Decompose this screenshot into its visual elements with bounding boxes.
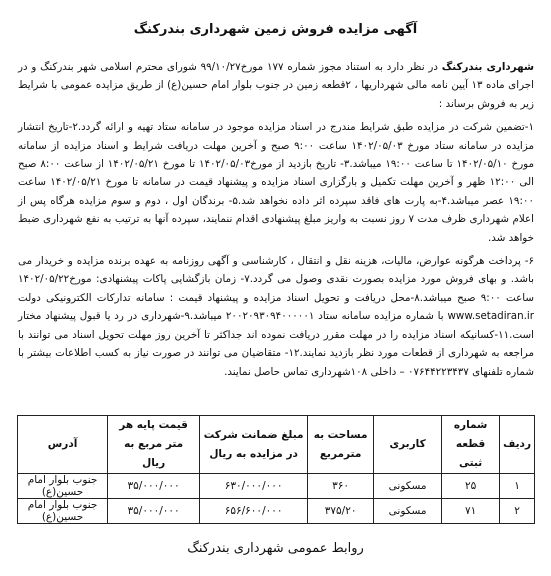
cell-usage: مسکونی bbox=[374, 499, 442, 524]
cell-plot-number: ۲۵ bbox=[442, 474, 500, 499]
intro-text: در نظر دارد به استناد مجوز شماره ۱۷۷ مورخ۹۹/۱۰/۲۷ شورای محترم اسلامی شهر بندرکنگ و در اجرای ماده ۱۳ آیین نامه مالی شهرداریها ، ۲قطعه زمین در جنوب بلوار امام حسین(ع) از طریق مزایده عمومی با شرایط زیر به فروش برساند : bbox=[18, 61, 534, 110]
header-row-number: ردیف bbox=[500, 416, 535, 474]
cell-usage: مسکونی bbox=[374, 474, 442, 499]
header-area: مساحت به مترمربع bbox=[308, 416, 374, 474]
table-row bbox=[18, 499, 535, 524]
header-guarantee: مبلغ ضمانت شرکت در مزایده به ریال bbox=[200, 416, 308, 474]
cell-base-price: ۳۵/۰۰۰/۰۰۰ bbox=[108, 474, 200, 499]
plots-table bbox=[17, 415, 535, 524]
cell-address: جنوب بلوار امام حسین(ع) bbox=[18, 499, 108, 524]
notice-title: آگهی مزایده فروش زمین شهرداری بندرکنگ bbox=[133, 22, 418, 37]
cell-guarantee: ۶۵۶/۶۰۰/۰۰۰ bbox=[200, 499, 308, 524]
header-address: آدرس bbox=[18, 416, 108, 474]
cell-address: جنوب بلوار امام حسین(ع) bbox=[18, 474, 108, 499]
cell-row-number: ۱ bbox=[500, 474, 535, 499]
table-header-row bbox=[18, 416, 535, 474]
issuer-name: شهرداری بندرکنگ bbox=[441, 61, 535, 73]
cell-base-price: ۳۵/۰۰۰/۰۰۰ bbox=[108, 499, 200, 524]
cell-area: ۳۷۵/۲۰ bbox=[308, 499, 374, 524]
cell-plot-number: ۷۱ bbox=[442, 499, 500, 524]
footer-signature: روابط عمومی شهرداری بندرکنگ bbox=[187, 541, 364, 556]
cell-guarantee: ۶۳۰/۰۰۰/۰۰۰ bbox=[200, 474, 308, 499]
clauses-1-5: ۱-تضمین شرکت در مزایده طبق شرایط مندرج در اسناد مزایده موجود در سامانه ستاد تهیه و ارائه گردد.۲-تاریخ انتشار مزایده در سامانه ستاد مورخ ۱۴۰۲/۰۵/۰۳ ساعت ۹:۰۰ صبح و آخرین مهلت دریافت شرایط و اسناد مزایده از سامانه مورخ ۱۴۰۲/۰۵/۱۰ تا ساعت ۱۹:۰۰ میباشد.۳- تاریخ بازدید از مورخ۱۴۰۲/۰۵/۰۳ تا مورخ ۱۴۰۲/۰۵/۲۱ از ساعت ۸:۰۰ صبح الی ۱۲:۰۰ ظهر و آخرین مهلت تکمیل و بارگزاری اسناد مزایده و پیشنهاد قیمت در سامانه تا مورخ ۱۴۰۲/۰۵/۲۱ ساعت ۱۹:۰۰ عصر میباشد.۴-به پارت های فاقد سپرده اثر داده نخواهد شد.۵- برندگان اول ، دوم و سوم مزایده هرگاه پس از اعلام شهرداری ظرف مدت ۷ روز نسبت به واریز مبلغ پیشنهادی اقدام ننمایند، سپرده آنها به ترتیب به نفع شهرداری ضبط خواهد شد. bbox=[18, 121, 534, 244]
header-plot-number: شماره قطعه ثبتی bbox=[442, 416, 500, 474]
header-base-price: قیمت پایه هر متر مربع به ریال bbox=[108, 416, 200, 474]
clauses-6-12: ۶- پرداخت هرگونه عوارض، مالیات، هزینه نقل و انتقال ، کارشناسی و آگهی روزنامه به عهده برنده مزایده و خریدار می باشد. و بهای فروش مورد مزایده بصورت نقدی وصول می گردد.۷- زمان بازگشایی پاکات پیشنهادی: مورخ۱۴۰۲/۰۵/۲۲ ساعت ۹:۰۰ صبح میباشد.۸-محل دریافت و تحویل اسناد مزایده و پیشنهاد قیمت : سامانه تدارکات الکترونیکی دولت www.setadiran.ir با شماره مزایده سامانه ستاد ۲۰۰۲۰۹۳۰۹۴۰۰۰۰۰۱ میباشد.۹-شهرداری در رد یا قبول پیشنهاد مختار است.۱۱-کسانیکه اسناد مزایده را در مهلت مقرر دریافت نموده اند جداکثر تا آخرین روز مهلت تحویل اسناد می توانند با مراجعه به شهرداری از قطعات مورد نظر بازدید نمایند.۱۲- متقاضیان می توانند در صورت نیاز به کسب اطلاعات بیشتر با شماره تلفنهای ۰۷۶۴۴۲۲۳۴۳۷ – داخلی ۱۰۸شهرداری تماس حاصل نمایند. bbox=[18, 255, 535, 378]
header-usage: کاربری bbox=[374, 416, 442, 474]
cell-row-number: ۲ bbox=[500, 499, 535, 524]
cell-area: ۳۶۰ bbox=[308, 474, 374, 499]
notice-body bbox=[18, 58, 534, 381]
intro-paragraph bbox=[18, 58, 534, 113]
table-row bbox=[18, 474, 535, 499]
